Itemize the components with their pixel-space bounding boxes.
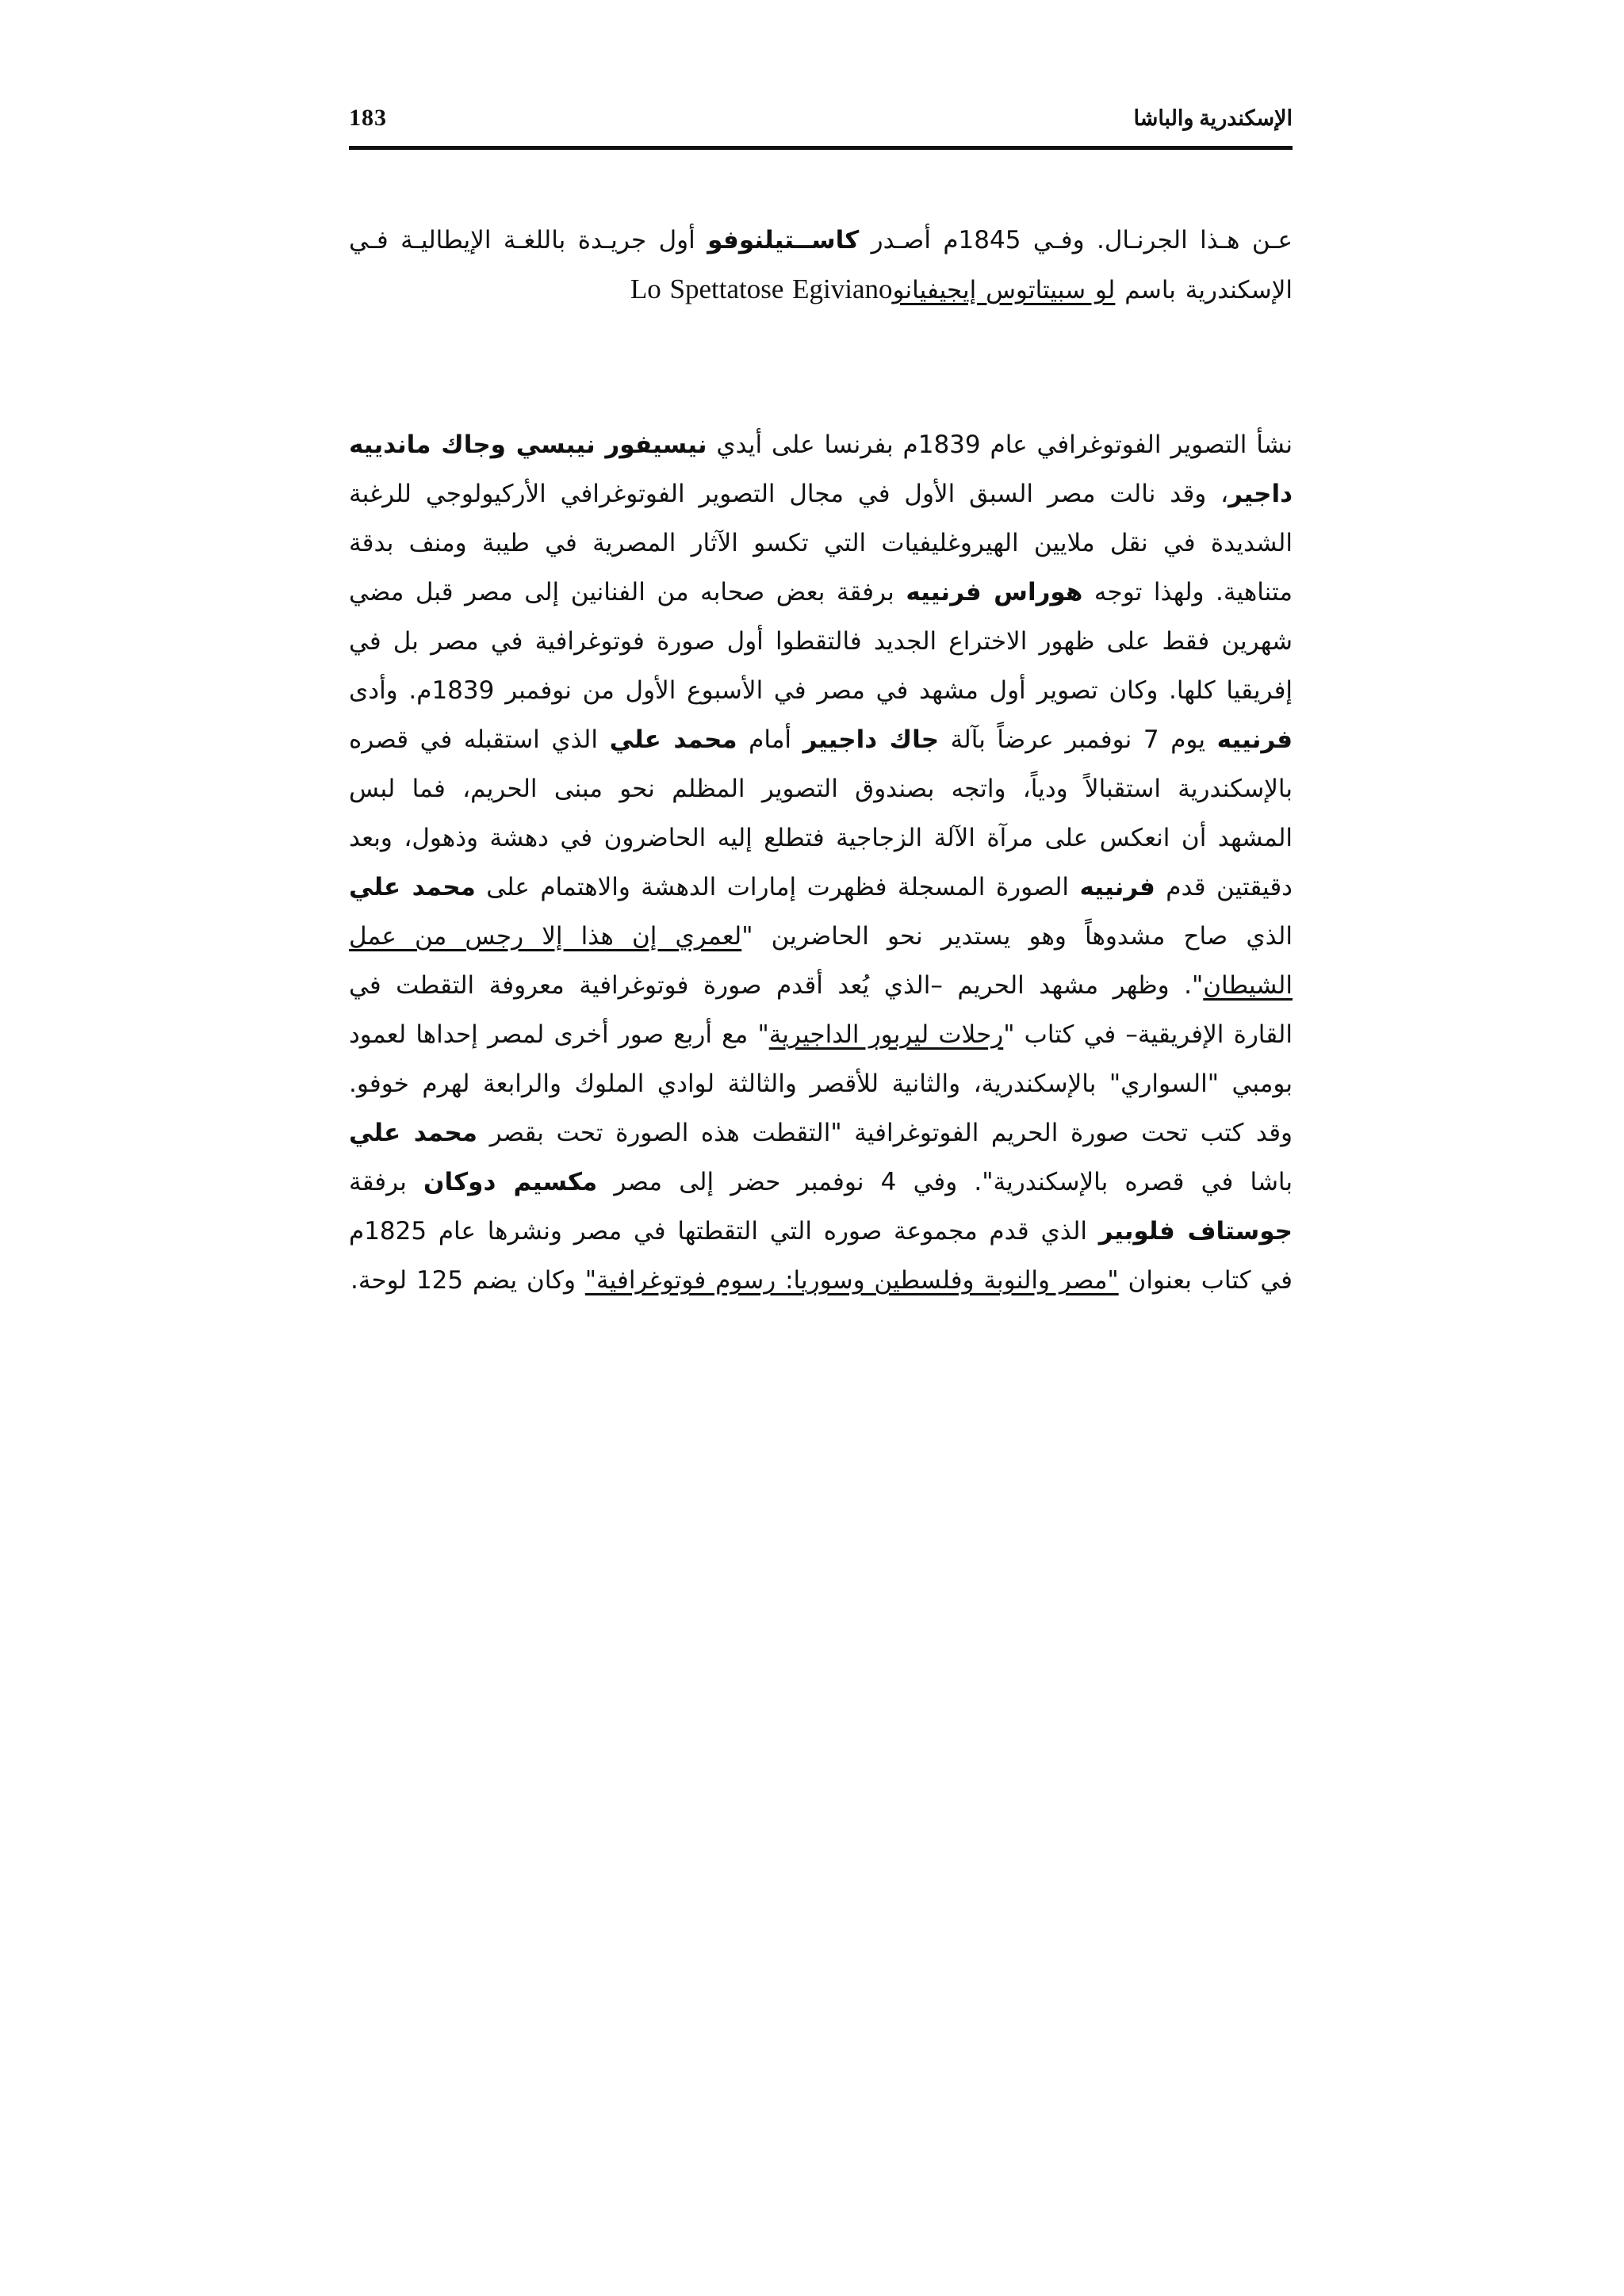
text-span: برفقة [349,1168,424,1196]
text-span: يوم 7 نوفمبر عرضاً بآلة [939,725,1217,754]
text-span: " مع أربع صور أخرى لمصر إحداها لعمود بومبي "السواري" بالإسكندرية، والثانية للأقصر والثالثة لوادي الملوك والرابعة لهرم خوفو. وقد كتب تحت صورة الحريم الفوتوغرافية "التقطت هذه الصورة تحت بقصر [349,1020,1293,1147]
bold-name: كاســتيلنوفو [707,226,860,254]
underlined-book-title: رحلات ليربور الداجيرية [768,1020,1004,1049]
bold-name: فرنييه [1079,873,1155,901]
underlined-book-title: "مصر والنوبة وفلسطين وسوريا: رسوم فوتوغرافية" [584,1266,1119,1295]
text-span: الذي صاح مشدوهاً وهو يستدير نحو الحاضرين " [741,922,1293,951]
bold-name: نيسيفور نيبسي وجاك ماندييه داجير [349,430,1293,508]
bold-name: محمد علي [349,1119,477,1147]
underlined-title: لو سبيتاتوس إيجيفيانو [892,276,1116,304]
text-span: أول جريـدة باللغـة الإيطاليـة فـي الإسكندرية باسم [349,226,1293,304]
paragraph-1 [349,216,1293,315]
bold-name: جاك داجيير [802,725,940,754]
bold-name: فرنييه [1216,725,1293,754]
text-span: الذي استقبله في قصره بالإسكندرية استقبالاً ودياً، واتجه بصندوق التصوير المظلم نحو مبنى الحريم، فما لبس المشهد أن انعكس على مرآة الآلة الزجاجية فتطلع إليه الحاضرون في دهشة وذهول، وبعد دقيقتين قدم [349,725,1293,901]
paragraph-2 [349,420,1293,1305]
bold-name: هوراس فرنييه [906,578,1083,607]
header-rule [349,146,1293,150]
running-title: الإسكندرية والباشا [1133,106,1293,130]
text-span: عـن هـذا الجرنـال. وفـي 1845م أصـدر [859,226,1293,254]
bold-name: مكسيم دوكان [423,1168,598,1196]
text-span: ، وقد نالت مصر السبق الأول في مجال التصوير الفوتوغرافي الأركيولوجي للرغبة الشديدة في نقل ملايين الهيروغليفيات التي تكسو الآثار المصرية في طيبة ومنف بدقة متناهية. ولهذا توجه [349,480,1293,607]
page-header [349,101,1293,149]
text-span: ". وظهر مشهد الحريم –الذي يُعد أقدم صورة فوتوغرافية معروفة التقطت في القارة الإفريقية– في كتاب " [349,971,1293,1049]
text-span: الصورة المسجلة فظهرت إمارات الدهشة والاهتمام على [475,873,1080,901]
bold-name: محمد علي [609,725,737,754]
bold-name: جوستاف فلوبير [1098,1217,1293,1246]
text-span: الذي قدم مجموعة صوره التي التقطتها في مصر ونشرها عام 1825م في كتاب بعنوان [349,1217,1293,1295]
text-span: أمام [737,725,803,754]
page-number: 183 [349,105,387,131]
text-span: برفقة بعض صحابه من الفنانين إلى مصر قبل مضي شهرين فقط على ظهور الاختراع الجديد فالتقطوا أول صورة فوتوغرافية في مصر بل في إفريقيا كلها. وكان تصوير أول مشهد في مصر في الأسبوع الأول من نوفمبر 1839م. وأدى [349,578,1293,705]
text-span: نشأ التصوير الفوتوغرافي عام 1839م بفرنسا على أيدي [707,430,1293,459]
underlined-quote: لعمري إن هذا إلا رجس من عمل الشيطان [349,922,1293,1000]
text-span: وكان يضم 125 لوحة. [350,1266,585,1295]
bold-name: محمد علي [349,873,476,901]
latin-title: Lo Spettatose Egiviano [630,274,893,304]
text-span: باشا في قصره بالإسكندرية". وفي 4 نوفمبر حضر إلى مصر [597,1168,1293,1196]
